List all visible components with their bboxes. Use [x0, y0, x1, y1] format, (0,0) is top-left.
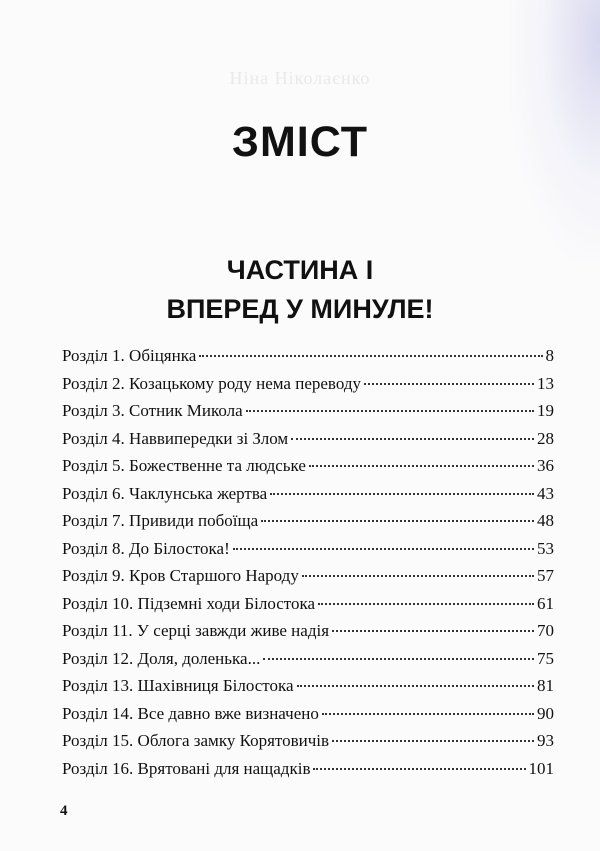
toc-entry — [62, 346, 554, 374]
dot-leader — [261, 520, 534, 522]
toc-entry-label: Розділ 9. Кров Старшого Народу — [62, 566, 299, 585]
toc-entry-page: 93 — [537, 731, 554, 750]
toc-entry-page: 75 — [537, 648, 554, 668]
dot-leader — [263, 658, 534, 660]
dot-leader — [313, 768, 525, 770]
dot-leader — [297, 685, 534, 687]
toc-entry-page: 28 — [537, 428, 554, 448]
toc-entry-label: Розділ 15. Облога замку Корятовичів — [62, 731, 330, 750]
toc-entry-page: 53 — [537, 538, 554, 558]
toc-entry-label: Розділ 1. Обіцянка — [62, 346, 197, 365]
toc-entry-label: Розділ 2. Козацькому роду нема переводу — [62, 373, 361, 393]
dot-leader — [233, 548, 534, 550]
dot-leader — [302, 575, 534, 577]
dot-leader — [291, 438, 534, 440]
dot-leader — [364, 383, 534, 385]
toc-entry-page: 19 — [537, 401, 554, 420]
toc-entry-page: 81 — [537, 676, 554, 695]
toc-entry-page: 48 — [537, 511, 554, 530]
toc-entry — [62, 621, 554, 649]
toc-entry-page: 13 — [537, 373, 554, 393]
toc-entry — [62, 566, 554, 594]
toc-entry — [62, 704, 554, 732]
toc-entry-label: Розділ 13. Шахівниця Білостока — [62, 676, 294, 695]
toc-entry — [62, 731, 554, 759]
toc-entry — [62, 429, 554, 457]
page-title: ЗМІСТ — [232, 118, 368, 166]
dot-leader — [246, 410, 534, 412]
toc-entry — [62, 649, 554, 677]
toc-entry — [62, 456, 554, 484]
toc-entry-label: Розділ 5. Божественне та людське — [62, 456, 306, 475]
toc-entry — [62, 594, 554, 622]
toc-entry-label: Розділ 8. До Білостока! — [62, 538, 230, 558]
toc-entry — [62, 539, 554, 567]
toc-entry-label: Розділ 14. Все давно вже визначено — [62, 703, 319, 723]
dot-leader — [332, 740, 534, 742]
dot-leader — [199, 355, 542, 357]
toc-entry-label: Розділ 11. У серці завжди живе надія — [62, 621, 330, 640]
toc-entry-label: Розділ 4. Наввипередки зі Злом — [62, 428, 289, 448]
part-number: ЧАСТИНА І — [226, 255, 374, 285]
toc-entry-label: Розділ 6. Чаклунська жертва — [62, 483, 268, 503]
toc-entry-page: 43 — [537, 483, 554, 503]
table-of-contents — [62, 346, 554, 786]
toc-entry-page: 70 — [537, 621, 554, 640]
toc-entry — [62, 401, 554, 429]
toc-entry-page: 36 — [537, 456, 554, 475]
toc-entry-page: 8 — [545, 346, 554, 365]
toc-entry-label: Розділ 12. Доля, доленька... — [62, 648, 261, 668]
toc-entry-page: 101 — [528, 758, 554, 778]
dot-leader — [270, 493, 534, 495]
toc-entry-label: Розділ 3. Сотник Микола — [62, 401, 243, 420]
toc-entry — [62, 511, 554, 539]
toc-entry — [62, 374, 554, 402]
toc-entry — [62, 484, 554, 512]
dot-leader — [309, 465, 534, 467]
toc-entry-page: 57 — [537, 566, 554, 585]
toc-entry — [62, 759, 554, 787]
bleed-through-header: Ніна Ніколаєнко — [229, 68, 371, 88]
dot-leader — [322, 713, 534, 715]
page-number: 4 — [60, 803, 68, 819]
toc-entry — [62, 676, 554, 704]
toc-entry-page: 90 — [537, 703, 554, 723]
dot-leader — [332, 630, 534, 632]
part-title: ВПЕРЕД У МИНУЛЕ! — [166, 294, 434, 324]
toc-entry-label: Розділ 16. Врятовані для нащадків — [62, 758, 311, 778]
dot-leader — [318, 603, 534, 605]
toc-entry-label: Розділ 7. Привиди побоїща — [62, 511, 259, 530]
toc-entry-label: Розділ 10. Підземні ходи Білостока — [62, 593, 316, 613]
toc-entry-page: 61 — [537, 593, 554, 613]
